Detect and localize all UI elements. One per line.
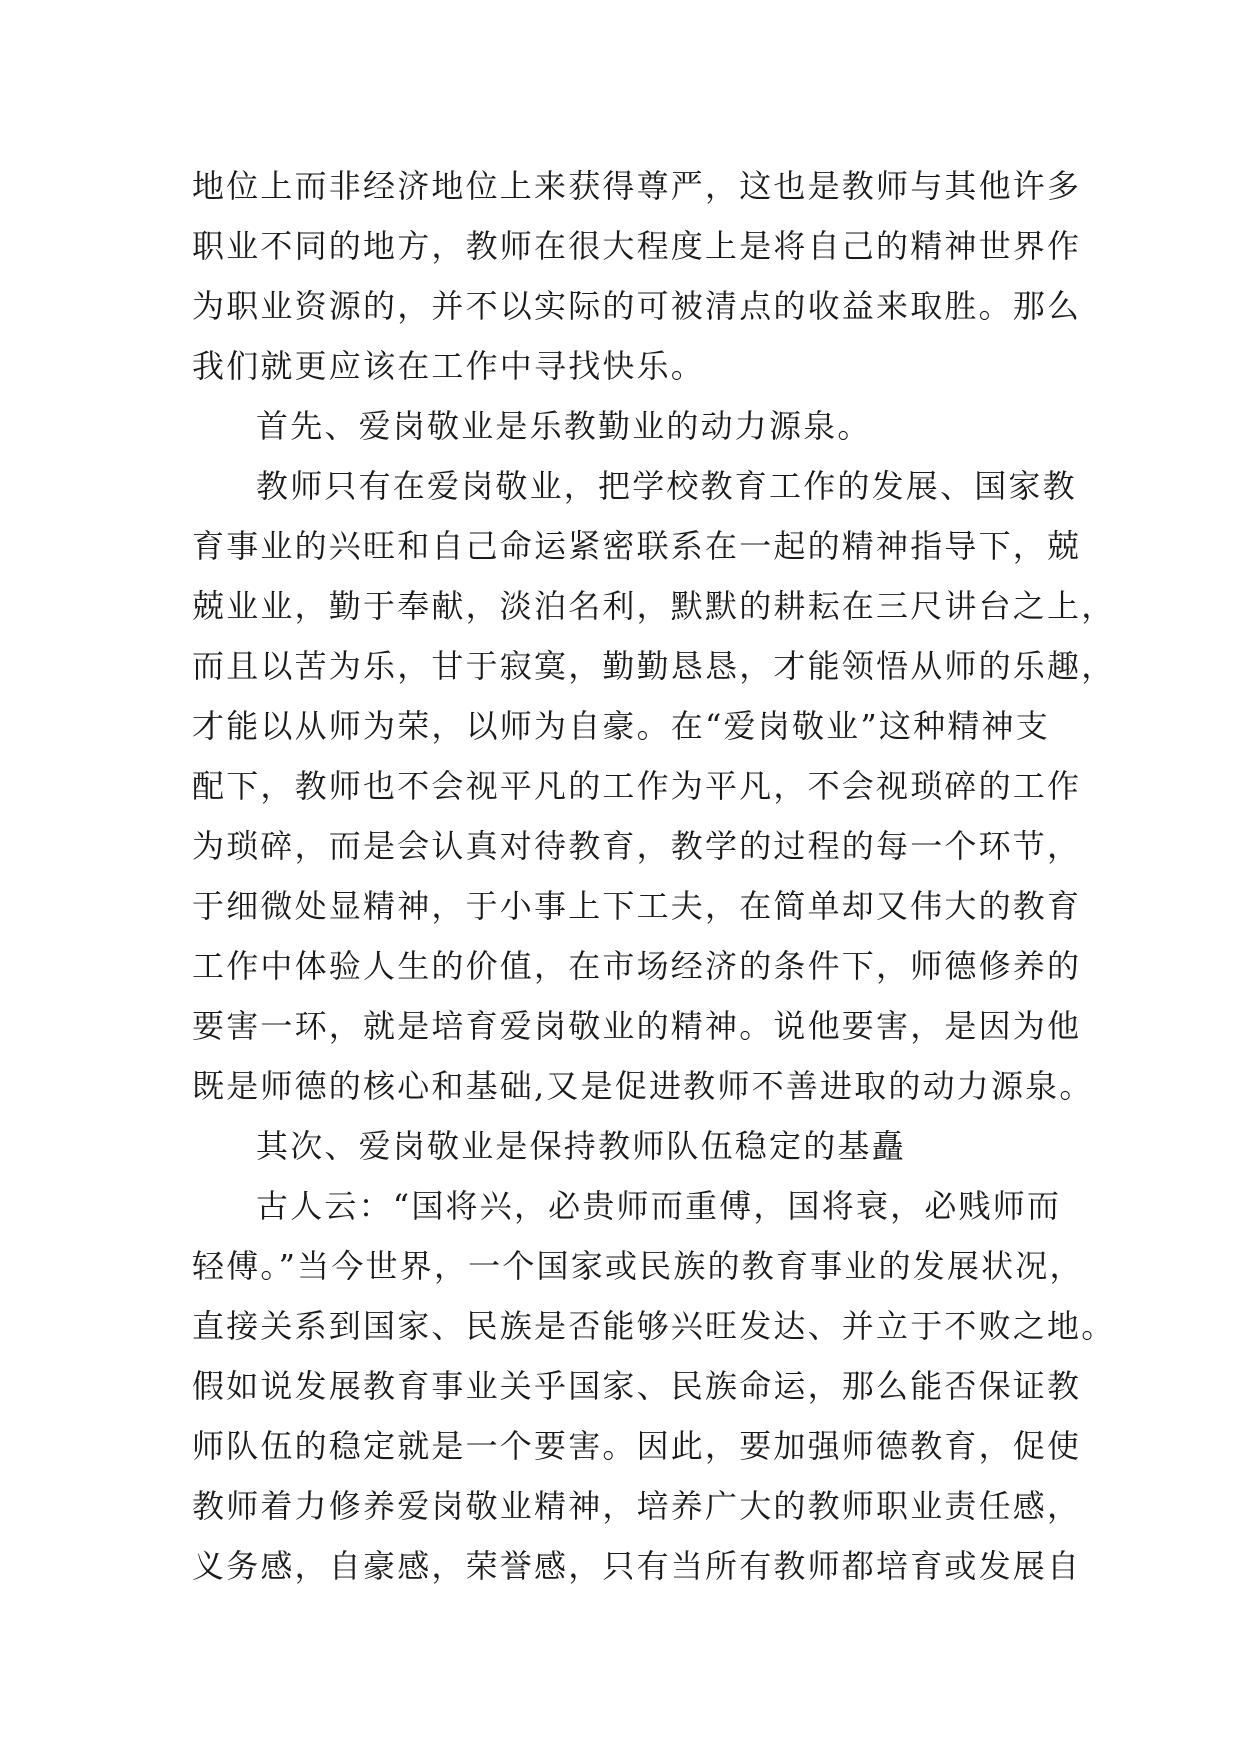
section-heading: 首先、爱岗敬业是乐教勤业的动力源泉。 <box>256 407 872 445</box>
text-line: 师队伍的稳定就是一个要害。因此，要加强师德教育，促使 <box>192 1427 1082 1465</box>
text-line: 为职业资源的，并不以实际的可被清点的收益来取胜。那么 <box>192 287 1082 325</box>
text-line: 育事业的兴旺和自己命运紧密联系在一起的精神指导下，兢 <box>192 527 1082 565</box>
text-line: 我们就更应该在工作中寻找快乐。 <box>192 347 706 385</box>
text-line: 地位上而非经济地位上来获得尊严，这也是教师与其他许多 <box>192 167 1082 205</box>
text-line: 义务感，自豪感，荣誉感，只有当所有教师都培育或发展自 <box>192 1547 1082 1585</box>
text-line: 要害一环，就是培育爱岗敬业的精神。说他要害，是因为他 <box>192 1007 1082 1045</box>
text-line: 兢业业，勤于奉献，淡泊名利，默默的耕耘在三尺讲台之上， <box>192 587 1116 625</box>
section-heading: 其次、爱岗敬业是保持教师队伍稳定的基矗 <box>256 1127 906 1165</box>
text-line: 教师只有在爱岗敬业，把学校教育工作的发展、国家教 <box>256 467 1077 505</box>
text-line: 职业不同的地方，教师在很大程度上是将自己的精神世界作 <box>192 227 1082 265</box>
text-line: 才能以从师为荣，以师为自豪。在“爱岗敬业”这种精神支 <box>192 707 1050 745</box>
text-line: 既是师德的核心和基础,又是促进教师不善进取的动力源泉。 <box>192 1067 1094 1105</box>
text-line: 教师着力修养爱岗敬业精神，培养广大的教师职业责任感， <box>192 1487 1082 1525</box>
text-line: 直接关系到国家、民族是否能够兴旺发达、并立于不败之地。 <box>192 1307 1116 1345</box>
text-line: 为琐碎，而是会认真对待教育，教学的过程的每一个环节， <box>192 827 1082 865</box>
text-line: 轻傅。”当今世界，一个国家或民族的教育事业的发展状况， <box>192 1247 1084 1285</box>
text-line: 工作中体验人生的价值，在市场经济的条件下，师德修养的 <box>192 947 1082 985</box>
text-line: 假如说发展教育事业关乎国家、民族命运，那么能否保证教 <box>192 1367 1082 1405</box>
text-line: 于细微处显精神，于小事上下工夫，在简单却又伟大的教育 <box>192 887 1082 925</box>
text-line: 古人云：“国将兴，必贵师而重傅，国将衰，必贱师而 <box>256 1187 1062 1225</box>
text-line: 配下，教师也不会视平凡的工作为平凡，不会视琐碎的工作 <box>192 767 1082 805</box>
text-line: 而且以苦为乐，甘于寂寞，勤勤恳恳，才能领悟从师的乐趣， <box>192 647 1116 685</box>
